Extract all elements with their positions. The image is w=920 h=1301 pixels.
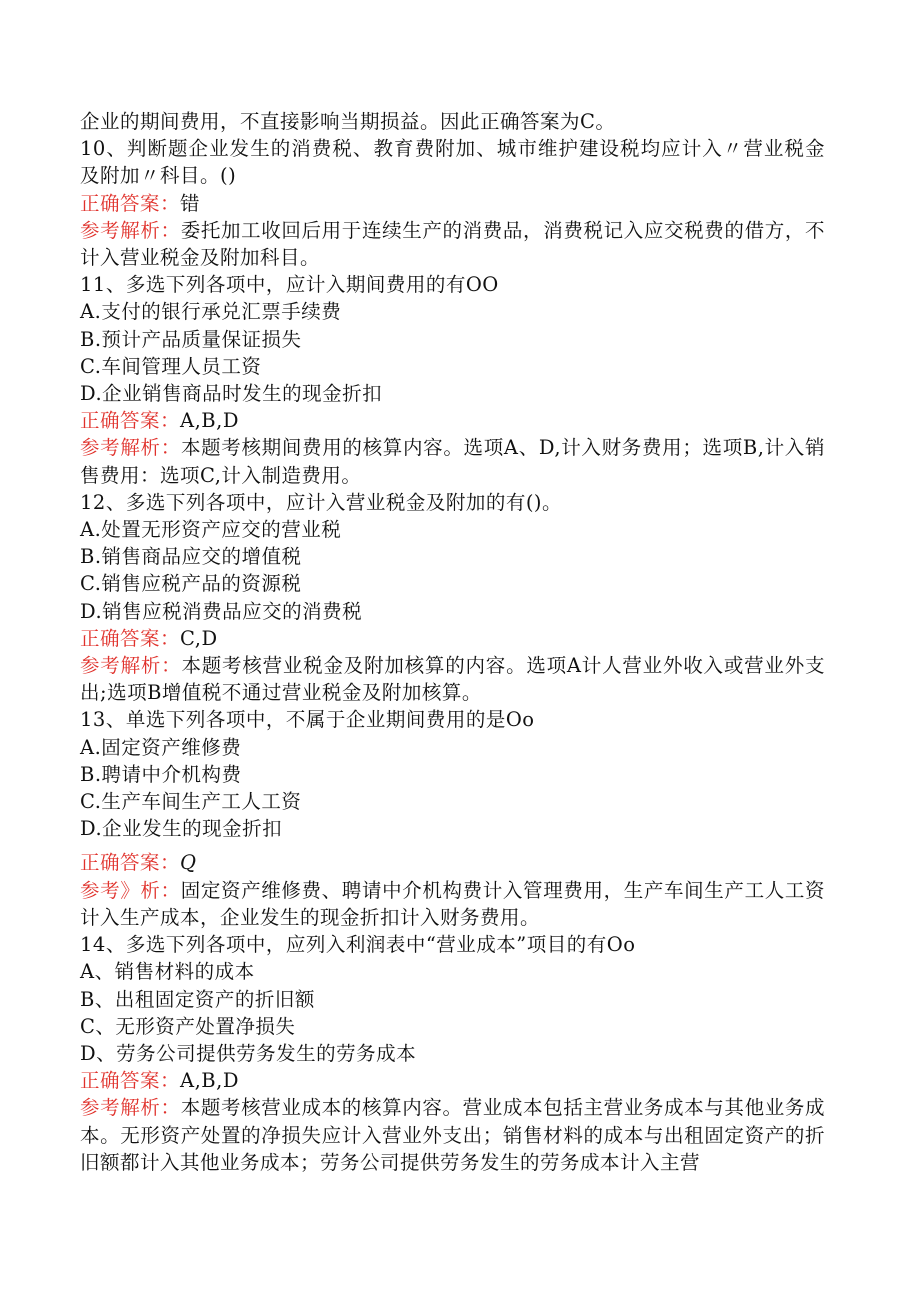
- q13-answer-line: [80, 849, 825, 876]
- question-12: 12、多选下列各项中，应计入营业税金及附加的有()。: [80, 490, 563, 514]
- q14-option-b: B、出租固定资产的折旧额: [80, 987, 315, 1011]
- analysis-label: 参考解析：: [80, 1096, 181, 1120]
- q12-answer-line: [80, 625, 825, 652]
- question-11: 11、多选下列各项中，应计入期间费用的有OO: [80, 273, 499, 297]
- question-10: 10、判断题企业发生的消费税、教育费附加、城市维护建设税均应计入〃营业税金及附加〃科目。(): [80, 137, 825, 188]
- answer-label: 正确答案：: [80, 626, 181, 650]
- q13-option-c: C.生产车间生产工人工资: [80, 790, 302, 814]
- analysis-label: 参考解析：: [80, 654, 182, 678]
- q14-answer-line: [80, 1067, 825, 1094]
- intro-text: 企业的期间费用，不直接影响当期损益。因此正确答案为C。: [80, 110, 616, 133]
- q14-analysis: [80, 1094, 825, 1176]
- q10-analysis-text: 委托加工收回后用于连续生产的消费品，消费税记入应交税费的借方，不计入营业税金及附加科目。: [80, 218, 825, 270]
- q13-analysis: [80, 877, 825, 931]
- q13-option-d: D.企业发生的现金折扣: [80, 817, 283, 841]
- q14-option-d: D、劳务公司提供劳务发生的劳务成本: [80, 1041, 417, 1065]
- q13-option-a: A.固定资产维修费: [80, 735, 242, 759]
- q11-answer-line: [80, 407, 825, 434]
- analysis-label: 参考解析：: [80, 218, 181, 242]
- q11-option-d: D.企业销售商品时发生的现金折扣: [80, 382, 383, 406]
- answer-label: 正确答案：: [80, 409, 181, 433]
- answer-label: 正确答案：: [80, 191, 181, 215]
- q12-analysis-text: 本题考核营业税金及附加核算的内容。选项A计人营业外收入或营业外支出;选项B增值税不通过营业税金及附加核算。: [80, 654, 825, 705]
- q11-option-c: C.车间管理人员工资: [80, 354, 262, 378]
- q12-answer: C,D: [180, 626, 218, 650]
- analysis-label: 参考》析：: [80, 878, 181, 902]
- q13-analysis-text: 固定资产维修费、聘请中介机构费计入管理费用，生产车间生产工人工资计入生产成本，企业发生的现金折扣计入财务费用。: [80, 878, 825, 929]
- q12-analysis: [80, 652, 825, 706]
- q12-option-a: A.处置无形资产应交的营业税: [80, 518, 342, 542]
- answer-label: 正确答案：: [80, 851, 181, 875]
- q13-option-b: B.聘请中介机构费: [80, 762, 242, 786]
- q11-option-b: B.预计产品质量保证损失: [80, 327, 302, 351]
- answer-label: 正确答案：: [80, 1069, 181, 1093]
- q14-option-a: A、销售材料的成本: [80, 960, 255, 984]
- q12-option-b: B.销售商品应交的增值税: [80, 545, 302, 569]
- analysis-label: 参考解析：: [80, 436, 181, 460]
- q12-option-c: C.销售应税产品的资源税: [80, 572, 302, 596]
- q11-answer: A,B,D: [180, 409, 239, 433]
- q10-analysis: [80, 217, 825, 271]
- q12-option-d: D.销售应税消费品应交的消费税: [80, 599, 363, 623]
- q13-answer: Q: [180, 851, 197, 875]
- question-14: 14、多选下列各项中，应列入利润表中“营业成本”项目的有Oo: [80, 933, 636, 957]
- q11-analysis-text: 本题考核期间费用的核算内容。选项A、D,计入财务费用；选项B,计入销售费用：选项C,计入制造费用。: [80, 436, 825, 487]
- q14-analysis-text: 本题考核营业成本的核算内容。营业成本包括主营业务成本与其他业务成本。无形资产处置的净损失应计入营业外支出；销售材料的成本与出租固定资产的折旧额都计入其他业务成本；劳务公司提供劳务发生的劳务成本计入主营: [80, 1096, 825, 1174]
- q14-answer: A,B,D: [180, 1069, 239, 1093]
- q10-answer-line: [80, 190, 825, 217]
- question-13: 13、单选下列各项中，不属于企业期间费用的是Oo: [80, 708, 535, 732]
- document-page: [80, 108, 825, 1176]
- q11-analysis: [80, 434, 825, 488]
- q14-option-c: C、无形资产处置净损失: [80, 1014, 296, 1038]
- q10-answer: 错: [180, 191, 201, 215]
- q11-option-a: A.支付的银行承兑汇票手续费: [80, 300, 342, 324]
